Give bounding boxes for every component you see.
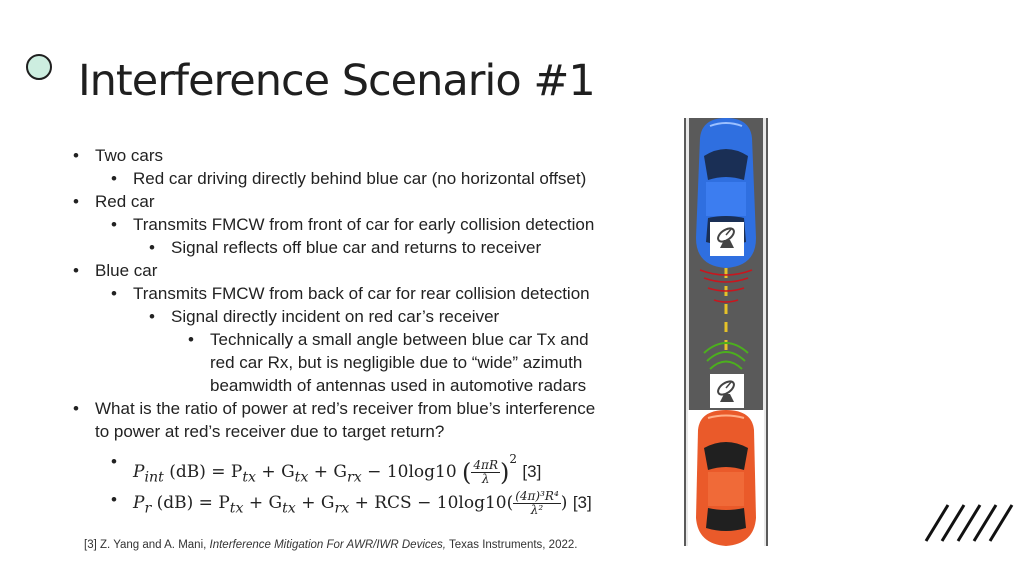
slide-title: Interference Scenario #1: [78, 56, 595, 106]
bullet-two-cars: • Two cars: [95, 145, 163, 167]
title-circle-icon: [26, 54, 52, 80]
bullet-question-text-2: to power at red’s receiver due to target return?: [95, 422, 445, 441]
reference-footnote: [3] Z. Yang and A. Mani, Interference Mitigation For AWR/IWR Devices, Texas Instruments, 2022.: [84, 539, 578, 551]
bullet-small-angle-text-2: red car Rx, but is negligible due to “wide” azimuth: [210, 353, 583, 372]
bullet-blue-car: • Blue car: [95, 260, 157, 282]
bullet-question: • What is the ratio of power at red’s receiver from blue’s interference: [95, 398, 595, 420]
bullet-blue-transmits: • Transmits FMCW from back of car for rear collision detection: [133, 283, 590, 305]
bullet-small-angle-line3: [210, 375, 586, 397]
radar-dish-icon: [710, 374, 744, 408]
bullet-red-car: • Red car: [95, 191, 155, 213]
bullet-signal-incident: • Signal directly incident on red car’s receiver: [171, 306, 499, 328]
equation-interference-power: • $P_{int}$ $(dB) = P_{tx} + G_{tx} + G_{rx} - 10\log 10$ ( $\frac{4\pi R}{\lambda}$ )$^2$ [3]: [133, 452, 541, 487]
bullet-small-angle-line2: [210, 352, 582, 374]
road-illustration: [680, 118, 772, 546]
bullet-red-behind-blue: • Red car driving directly behind blue car (no horizontal offset): [133, 168, 586, 190]
bullet-small-angle-text-3: beamwidth of antennas used in automotive radars: [210, 376, 587, 395]
decorative-slashes-icon: [924, 503, 1016, 543]
red-car: [688, 410, 764, 546]
equation-received-power: • $P_r$ $(dB) = P_{tx} + G_{tx} + G_{rx}$ + RCS − 10log10( $\frac{\text{(4π)³R⁴}}{\text{λ²}}$ ) [3]: [133, 490, 592, 517]
bullet-signal-reflects: • Signal reflects off blue car and returns to receiver: [171, 237, 541, 259]
bullet-red-transmits: • Transmits FMCW from front of car for early collision detection: [133, 214, 594, 236]
radar-dish-icon: [710, 222, 744, 256]
bullet-question-line2: [95, 421, 444, 443]
bullet-small-angle: • Technically a small angle between blue car Tx and: [210, 329, 589, 351]
